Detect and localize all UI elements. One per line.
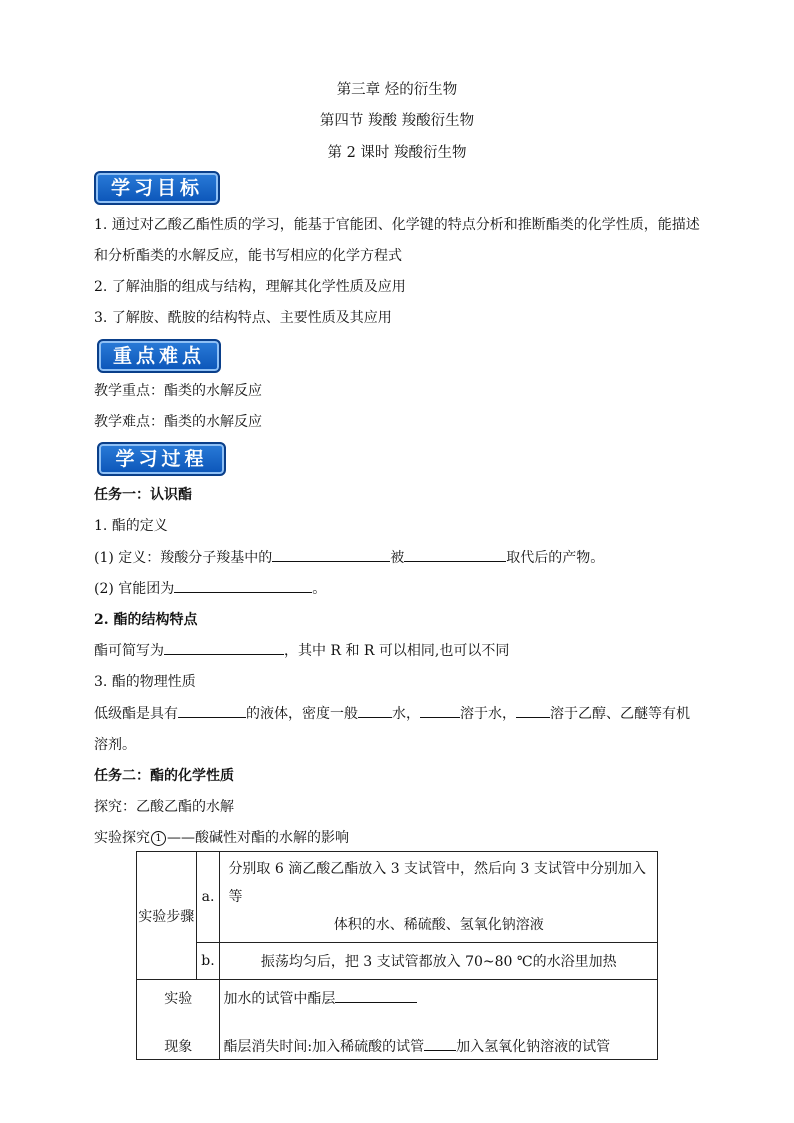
structure-prefix: 酯可简写为 xyxy=(94,643,164,659)
observation-2-prefix: 酯层消失时间:加入稀硫酸的试管 xyxy=(223,1039,425,1055)
goal-item-2: 2. 了解油脂的组成与结构，理解其化学性质及应用 xyxy=(94,279,406,295)
step-b-text: 振荡均匀后，把 3 支试管都放入 70~80 ℃的水浴里加热 xyxy=(220,943,658,980)
water-solubility-blank[interactable] xyxy=(420,703,460,718)
phys-part-2: 的液体，密度一般 xyxy=(246,706,358,722)
key-points-banner: 重点难点 xyxy=(97,339,221,373)
circled-number: 1 xyxy=(151,831,166,846)
ester-layer-blank[interactable] xyxy=(335,988,417,1003)
table-row xyxy=(137,943,658,980)
goal-item-1-line-2: 和分析酯类的水解反应，能书写相应的化学方程式 xyxy=(94,248,402,264)
step-a-line-2: 体积的水、稀硫酸、氢氧化钠溶液 xyxy=(333,917,544,933)
functional-group-blank[interactable] xyxy=(174,578,312,593)
ester-definition-heading: 1. 酯的定义 xyxy=(94,518,168,534)
phenomenon-label-cell xyxy=(137,980,220,1060)
experiment-suffix: ——酸碱性对酯的水解的影响 xyxy=(167,830,349,846)
functional-group-prefix: (2) 官能团为 xyxy=(94,581,175,597)
task2-title: 任务二：酯的化学性质 xyxy=(94,768,234,784)
goals-banner: 学习目标 xyxy=(94,171,220,205)
steps-label: 实验步骤 xyxy=(137,852,197,980)
teaching-focus: 教学重点：酯类的水解反应 xyxy=(94,383,262,399)
phenomenon-label-1: 实验 xyxy=(164,991,193,1007)
observation-2-suffix: 加入氢氧化钠溶液的试管 xyxy=(456,1039,611,1055)
goal-item-3: 3. 了解胺、酰胺的结构特点、主要性质及其应用 xyxy=(94,310,392,326)
definition-prefix: (1) 定义：羧酸分子羧基中的 xyxy=(94,550,273,566)
process-banner: 学习过程 xyxy=(97,442,226,476)
definition-suffix: 取代后的产物。 xyxy=(506,550,605,566)
chapter-title: 第三章 烃的衍生物 xyxy=(336,82,458,98)
experiment-table xyxy=(136,851,658,1060)
physical-properties-line-2: 溶剂。 xyxy=(94,737,136,753)
functional-group-suffix: 。 xyxy=(312,581,327,597)
observation-1-text: 加水的试管中酯层 xyxy=(223,991,336,1007)
functional-group-line xyxy=(94,578,326,598)
structure-line xyxy=(94,640,509,660)
odor-blank[interactable] xyxy=(178,703,246,718)
experiment-heading xyxy=(94,827,349,847)
step-b-label: b. xyxy=(196,943,220,980)
structure-heading: 2. 酯的结构特点 xyxy=(94,612,198,628)
observation-1 xyxy=(223,988,655,1036)
step-a-label: a. xyxy=(196,852,220,943)
experiment-prefix: 实验探究 xyxy=(94,830,150,846)
teaching-difficulty: 教学难点：酯类的水解反应 xyxy=(94,414,262,430)
definition-blank-2[interactable] xyxy=(404,547,506,562)
phys-part-5: 溶于乙醇、乙醚等有机 xyxy=(550,706,690,722)
task1-title: 任务一：认识酯 xyxy=(94,487,192,503)
lesson-title: 第 2 课时 羧酸衍生物 xyxy=(327,145,467,161)
structure-blank[interactable] xyxy=(164,640,284,655)
definition-blank-1[interactable] xyxy=(272,547,390,562)
table-row xyxy=(137,980,658,1060)
goal-item-1-line-1: 1. 通过对乙酸乙酯性质的学习，能基于官能团、化学键的特点分析和推断酯类的化学性质，能描述 xyxy=(94,217,700,233)
structure-suffix: ，其中 R 和 R 可以相同,也可以不同 xyxy=(284,643,510,659)
physical-properties-heading: 3. 酯的物理性质 xyxy=(94,674,196,690)
comparison-blank[interactable] xyxy=(424,1036,456,1051)
phenomenon-label-2: 现象 xyxy=(164,1039,193,1055)
section-title: 第四节 羧酸 羧酸衍生物 xyxy=(319,113,475,129)
phys-part-3: 水， xyxy=(392,706,420,722)
table-row xyxy=(137,852,658,943)
step-a-line-1: 分别取 6 滴乙酸乙酯放入 3 支试管中，然后向 3 支试管中分别加入等 xyxy=(228,861,646,905)
ester-definition-line xyxy=(94,547,604,567)
definition-mid: 被 xyxy=(390,550,405,566)
explore-line: 探究：乙酸乙酯的水解 xyxy=(94,799,234,815)
physical-properties-line xyxy=(94,703,690,723)
observation-2 xyxy=(223,1036,655,1056)
organic-solubility-blank[interactable] xyxy=(516,703,550,718)
phys-part-1: 低级酯是具有 xyxy=(94,706,178,722)
step-a-cell xyxy=(220,852,658,943)
phenomenon-cell xyxy=(220,980,658,1060)
density-blank[interactable] xyxy=(358,703,392,718)
phys-part-4: 溶于水， xyxy=(460,706,516,722)
